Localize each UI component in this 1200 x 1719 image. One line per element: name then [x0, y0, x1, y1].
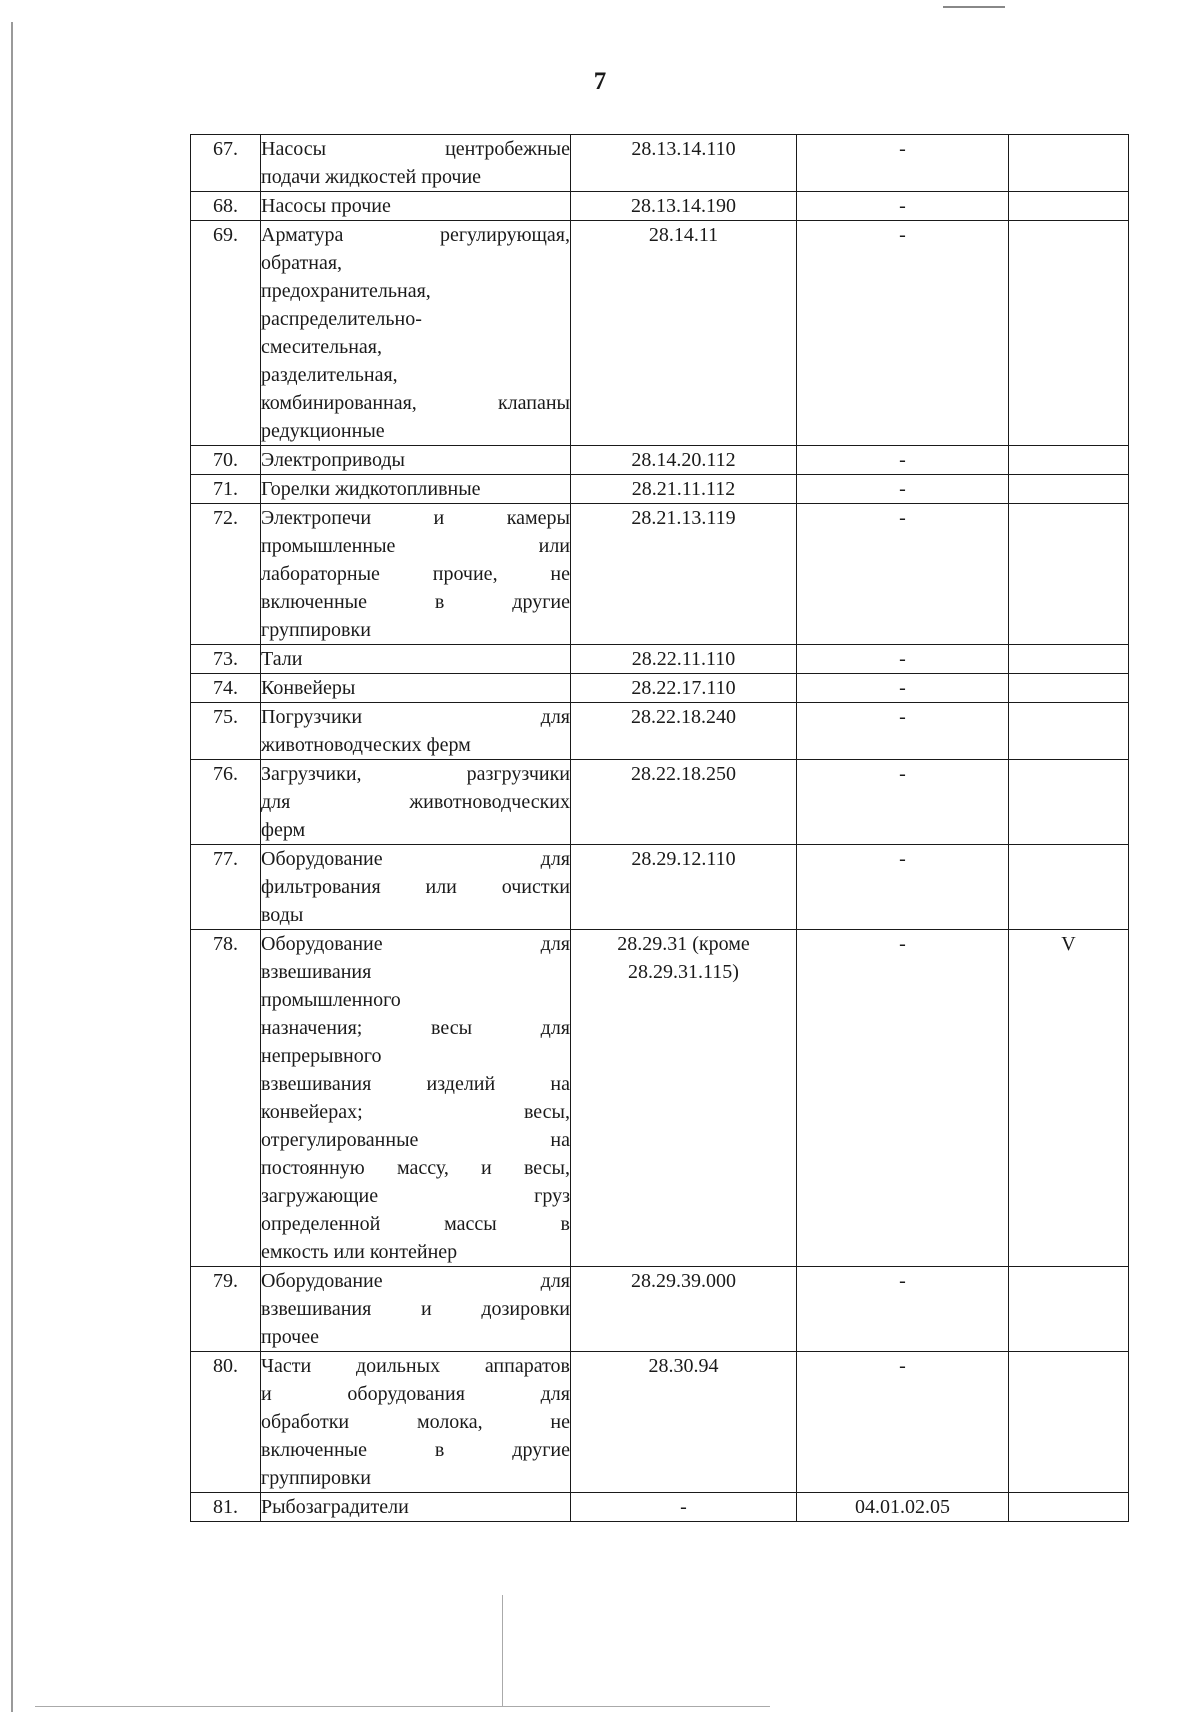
item-name-line: ферм	[261, 819, 306, 841]
okpd-code	[571, 760, 797, 845]
item-name-line: определенной массы в	[261, 1213, 570, 1235]
item-name	[261, 674, 571, 703]
item-name-line: группировки	[261, 1467, 371, 1489]
table-row	[191, 1267, 1129, 1352]
item-name-line: включенные в другие	[261, 1439, 570, 1461]
item-name-line: непрерывного	[261, 1045, 382, 1067]
item-name-line: для животноводческих	[261, 791, 570, 813]
secondary-code: -	[797, 845, 1009, 930]
okpd-code	[571, 674, 797, 703]
item-name	[261, 192, 571, 221]
classification-table	[190, 134, 1129, 1522]
row-number: 72.	[191, 504, 261, 645]
scan-mark-bottom	[35, 1706, 770, 1707]
item-name-line: Оборудование для	[261, 848, 570, 870]
mark-cell	[1009, 674, 1129, 703]
mark-cell	[1009, 703, 1129, 760]
okpd-code	[571, 1352, 797, 1493]
okpd-code-line: 28.30.94	[648, 1355, 719, 1377]
table-row	[191, 446, 1129, 475]
table-row	[191, 221, 1129, 446]
okpd-code-line: 28.22.18.240	[631, 706, 736, 728]
item-name-line: воды	[261, 904, 304, 926]
table-row	[191, 703, 1129, 760]
secondary-code: -	[797, 1352, 1009, 1493]
okpd-code-line: 28.14.20.112	[631, 449, 736, 471]
item-name-line: распределительно-	[261, 308, 422, 330]
row-number: 78.	[191, 930, 261, 1267]
table-row	[191, 1352, 1129, 1493]
item-name	[261, 845, 571, 930]
row-number: 76.	[191, 760, 261, 845]
item-name-line: взвешивания	[261, 961, 372, 983]
item-name-line: подачи жидкостей прочие	[261, 166, 482, 188]
item-name-line: емкость или контейнер	[261, 1241, 458, 1263]
mark-cell	[1009, 760, 1129, 845]
okpd-code	[571, 703, 797, 760]
row-number: 68.	[191, 192, 261, 221]
item-name-line: Тали	[261, 648, 303, 670]
table-row	[191, 645, 1129, 674]
okpd-code-line: 28.13.14.110	[631, 138, 736, 160]
item-name-line: группировки	[261, 619, 371, 641]
secondary-code: -	[797, 703, 1009, 760]
table-row	[191, 192, 1129, 221]
item-name-line: разделительная,	[261, 364, 398, 386]
page-number: 7	[593, 68, 607, 95]
row-number: 67.	[191, 135, 261, 192]
mark-cell	[1009, 845, 1129, 930]
item-name-line: назначения; весы для	[261, 1017, 570, 1039]
mark-cell: V	[1009, 930, 1129, 1267]
okpd-code	[571, 645, 797, 674]
item-name-line: отрегулированные на	[261, 1129, 570, 1151]
item-name-line: животноводческих ферм	[261, 734, 471, 756]
mark-cell	[1009, 446, 1129, 475]
okpd-code-line: 28.13.14.190	[631, 195, 736, 217]
item-name	[261, 1352, 571, 1493]
item-name-line: взвешивания и дозировки	[261, 1298, 570, 1320]
okpd-code	[571, 475, 797, 504]
item-name	[261, 703, 571, 760]
okpd-code-line: 28.21.11.112	[631, 478, 736, 500]
item-name-line: фильтрования или очистки	[261, 876, 570, 898]
secondary-code: 04.01.02.05	[797, 1493, 1009, 1522]
item-name-line: Электроприводы	[261, 449, 405, 471]
scan-mark-top	[943, 6, 1005, 8]
item-name-line: предохранительная,	[261, 280, 431, 302]
item-name	[261, 135, 571, 192]
item-name	[261, 760, 571, 845]
mark-cell	[1009, 1493, 1129, 1522]
secondary-code: -	[797, 1267, 1009, 1352]
row-number: 74.	[191, 674, 261, 703]
okpd-code	[571, 504, 797, 645]
item-name	[261, 1493, 571, 1522]
okpd-code-line: 28.29.31 (кроме	[617, 933, 750, 955]
item-name-line: смесительная,	[261, 336, 382, 358]
row-number: 71.	[191, 475, 261, 504]
secondary-code: -	[797, 930, 1009, 1267]
item-name	[261, 475, 571, 504]
item-name-line: Загрузчики, разгрузчики	[261, 763, 570, 785]
okpd-code-line: -	[680, 1496, 687, 1518]
okpd-code	[571, 221, 797, 446]
table-row	[191, 930, 1129, 1267]
secondary-code: -	[797, 192, 1009, 221]
scan-mark-bottom-vertical	[502, 1595, 503, 1707]
item-name	[261, 504, 571, 645]
row-number: 73.	[191, 645, 261, 674]
item-name-line: Насосы центробежные	[261, 138, 570, 160]
row-number: 79.	[191, 1267, 261, 1352]
item-name	[261, 446, 571, 475]
item-name-line: редукционные	[261, 420, 385, 442]
okpd-code-line: 28.14.11	[648, 224, 719, 246]
item-name-line: комбинированная, клапаны	[261, 392, 570, 414]
okpd-code-line: 28.22.18.250	[631, 763, 736, 785]
row-number: 69.	[191, 221, 261, 446]
item-name	[261, 930, 571, 1267]
okpd-code	[571, 1267, 797, 1352]
mark-cell	[1009, 192, 1129, 221]
mark-cell	[1009, 475, 1129, 504]
secondary-code: -	[797, 504, 1009, 645]
item-name-line: лабораторные прочие, не	[261, 563, 570, 585]
item-name-line: Оборудование для	[261, 933, 570, 955]
item-name-line: Оборудование для	[261, 1270, 570, 1292]
secondary-code: -	[797, 645, 1009, 674]
item-name-line: Части доильных аппаратов	[261, 1355, 570, 1377]
table-row	[191, 504, 1129, 645]
okpd-code	[571, 845, 797, 930]
item-name-line: Электропечи и камеры	[261, 507, 570, 529]
mark-cell	[1009, 135, 1129, 192]
item-name-line: загружающие груз	[261, 1185, 570, 1207]
item-name-line: промышленного	[261, 989, 401, 1011]
page-left-edge-line	[11, 22, 13, 1712]
item-name-line: конвейерах; весы,	[261, 1101, 570, 1123]
table-row	[191, 760, 1129, 845]
table-row	[191, 674, 1129, 703]
item-name-line: и оборудования для	[261, 1383, 570, 1405]
okpd-code-line: 28.29.39.000	[631, 1270, 736, 1292]
okpd-code-line: 28.22.17.110	[631, 677, 736, 699]
item-name-line: Рыбозаградители	[261, 1496, 409, 1518]
table-row	[191, 475, 1129, 504]
okpd-code-line: 28.22.11.110	[631, 648, 736, 670]
mark-cell	[1009, 645, 1129, 674]
item-name-line: постоянную массу, и весы,	[261, 1157, 570, 1179]
okpd-code	[571, 1493, 797, 1522]
row-number: 81.	[191, 1493, 261, 1522]
row-number: 70.	[191, 446, 261, 475]
secondary-code: -	[797, 674, 1009, 703]
secondary-code: -	[797, 760, 1009, 845]
row-number: 75.	[191, 703, 261, 760]
item-name-line: Насосы прочие	[261, 195, 391, 217]
table-row	[191, 1493, 1129, 1522]
secondary-code: -	[797, 221, 1009, 446]
mark-cell	[1009, 504, 1129, 645]
item-name-line: Горелки жидкотопливные	[261, 478, 481, 500]
item-name-line: Арматура регулирующая,	[261, 224, 570, 246]
item-name-line: обработки молока, не	[261, 1411, 570, 1433]
table-body	[191, 135, 1129, 1522]
okpd-code	[571, 930, 797, 1267]
item-name-line: обратная,	[261, 252, 343, 274]
item-name	[261, 645, 571, 674]
okpd-code	[571, 446, 797, 475]
okpd-code	[571, 135, 797, 192]
okpd-code	[571, 192, 797, 221]
secondary-code: -	[797, 446, 1009, 475]
row-number: 80.	[191, 1352, 261, 1493]
mark-cell	[1009, 1352, 1129, 1493]
item-name	[261, 1267, 571, 1352]
item-name-line: включенные в другие	[261, 591, 570, 613]
secondary-code: -	[797, 135, 1009, 192]
secondary-code: -	[797, 475, 1009, 504]
item-name-line: промышленные или	[261, 535, 570, 557]
item-name-line: прочее	[261, 1326, 319, 1348]
table-row	[191, 845, 1129, 930]
mark-cell	[1009, 221, 1129, 446]
item-name-line: Погрузчики для	[261, 706, 570, 728]
mark-cell	[1009, 1267, 1129, 1352]
okpd-code-line: 28.21.13.119	[631, 507, 736, 529]
item-name-line: Конвейеры	[261, 677, 356, 699]
item-name	[261, 221, 571, 446]
row-number: 77.	[191, 845, 261, 930]
item-name-line: взвешивания изделий на	[261, 1073, 570, 1095]
table-row	[191, 135, 1129, 192]
okpd-code-line: 28.29.12.110	[631, 848, 736, 870]
okpd-code-line: 28.29.31.115)	[628, 961, 739, 983]
